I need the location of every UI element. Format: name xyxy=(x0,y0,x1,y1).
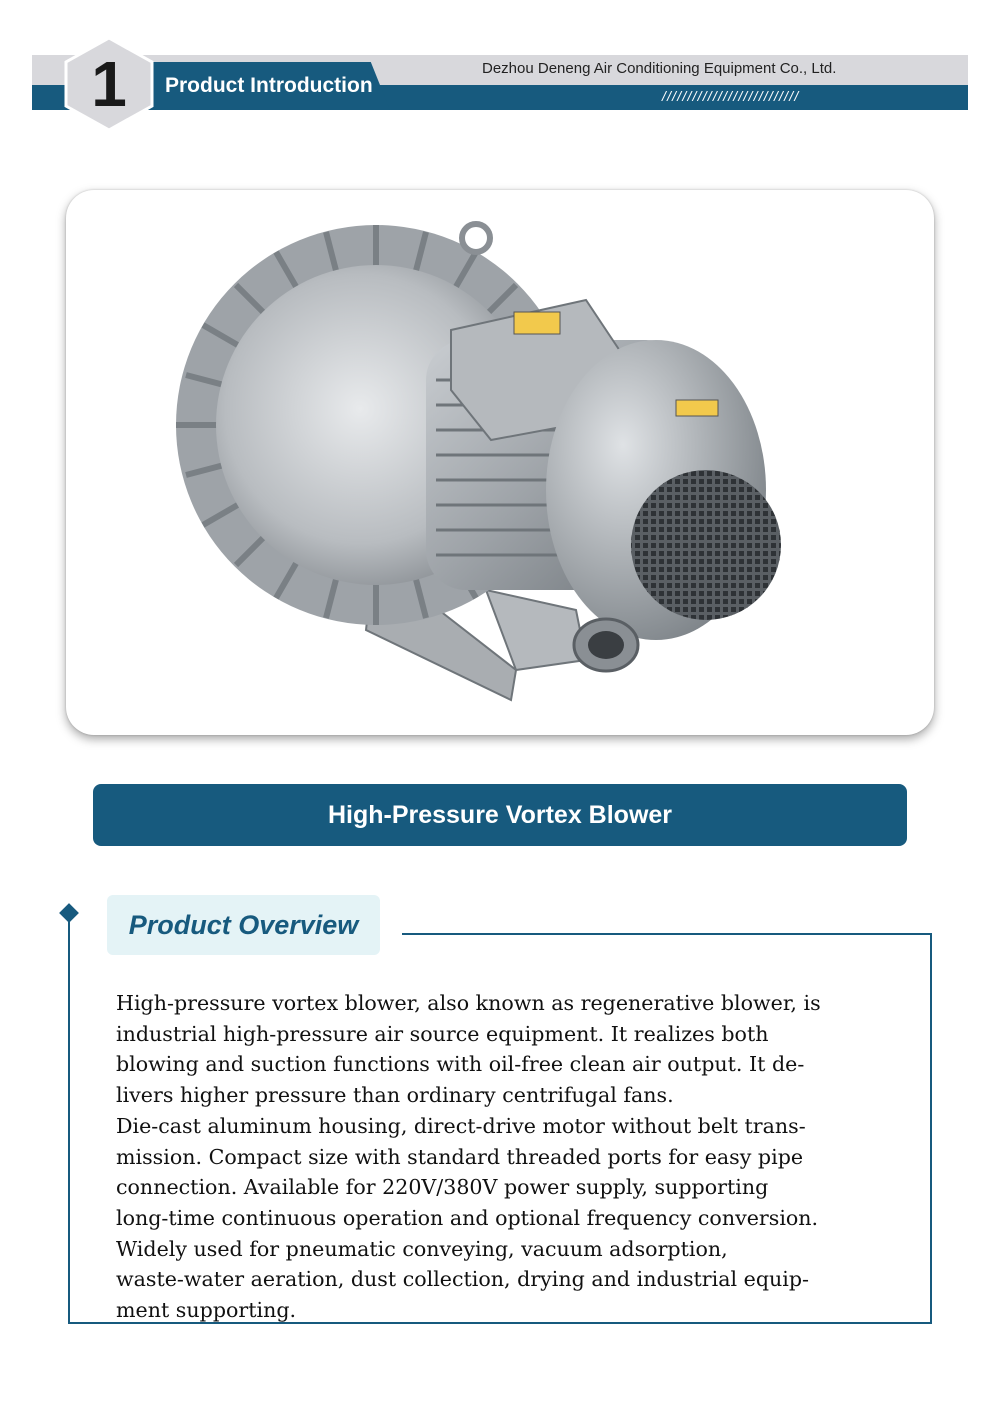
overview-line: connection. Available for 220V/380V power supply, supporting xyxy=(116,1175,769,1200)
overview-line: Widely used for pneumatic conveying, vacuum adsorption, xyxy=(116,1236,728,1261)
overview-line: mission. Compact size with standard threaded ports for easy pipe xyxy=(116,1144,804,1169)
overview-line: long-time continuous operation and optional frequency conversion. xyxy=(116,1205,819,1230)
overview-heading: Product Overview xyxy=(128,909,359,940)
product-name-banner xyxy=(93,784,907,846)
overview-line: blowing and suction functions with oil-free clean air output. It de- xyxy=(116,1052,805,1077)
overview-line: livers higher pressure than ordinary centrifugal fans. xyxy=(116,1083,674,1108)
overview-body xyxy=(116,988,896,1326)
vortex-blower-illustration xyxy=(66,190,934,735)
overview-line: industrial high-pressure air source equipment. It realizes both xyxy=(116,1021,769,1046)
page-header xyxy=(0,0,1000,150)
overview-line: High-pressure vortex blower, also known as regenerative blower, is xyxy=(116,991,821,1015)
section-number: 1 xyxy=(91,48,127,120)
overview-heading-tab xyxy=(107,895,380,955)
product-photo-card xyxy=(66,190,934,735)
overview-line: waste-water aeration, dust collection, drying and industrial equip- xyxy=(116,1267,809,1292)
overview-line: ment supporting. xyxy=(116,1298,297,1323)
section-title: Product Introduction xyxy=(165,74,373,97)
overview-border-right xyxy=(930,933,932,1324)
overview-border-left xyxy=(68,920,70,1324)
decorative-slashes: /////////////////////////// xyxy=(662,88,800,104)
product-name: High-Pressure Vortex Blower xyxy=(327,800,673,829)
overview-line: Die-cast aluminum housing, direct-drive motor without belt trans- xyxy=(116,1113,806,1138)
overview-border-top xyxy=(402,933,932,935)
company-name: Dezhou Deneng Air Conditioning Equipment Co., Ltd. xyxy=(482,60,837,77)
